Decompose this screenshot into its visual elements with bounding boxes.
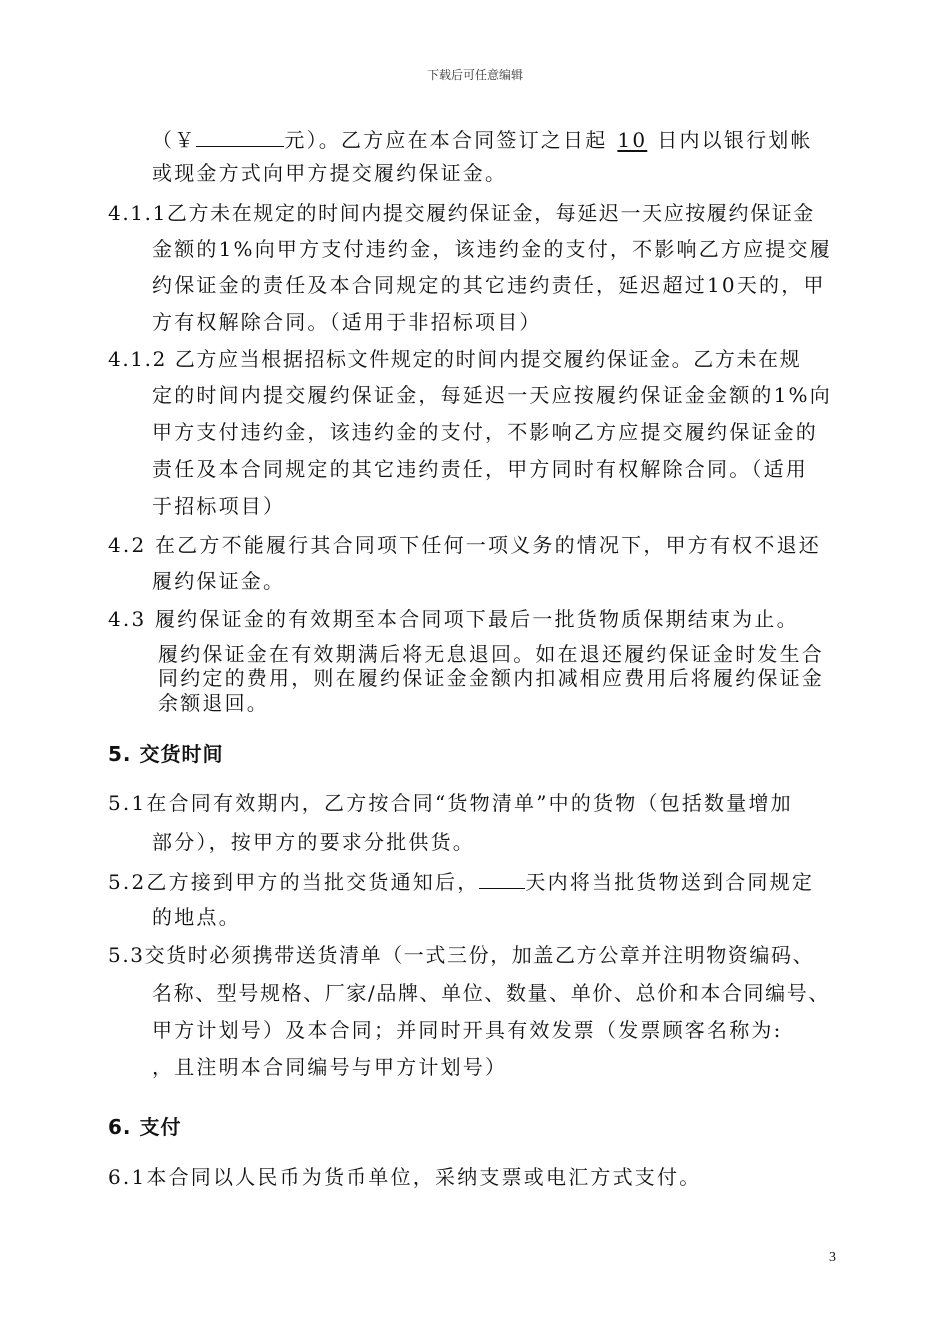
- clause-5-3-line-2: 名称、型号规格、厂家/品牌、单位、数量、单价、总价和本合同编号、: [152, 981, 830, 1005]
- clause-4-3-line-1: 4.3 履约保证金的有效期至本合同项下最后一批货物质保期结束为止。: [108, 607, 799, 631]
- notice-text: 5.2乙方接到甲方的当批交货通知后，: [108, 870, 480, 894]
- clause-4-1-1-line-2: 金额的1%向甲方支付违约金，该违约金的支付，不影响乙方应提交履: [152, 237, 832, 261]
- days-blank: [479, 870, 525, 889]
- clause-4-3-line-2: 履约保证金在有效期满后将无息退回。如在退还履约保证金时发生合: [158, 642, 824, 666]
- clause-5-3-line-4: ，且注明本合同编号与甲方计划号）: [152, 1055, 508, 1079]
- clause-4-1-2-line-4: 责任及本合同规定的其它违约责任，甲方同时有权解除合同。（适用: [152, 457, 808, 481]
- clause-4-3-line-3: 同约定的费用，则在履约保证金金额内扣减相应费用后将履约保证金: [158, 666, 824, 690]
- clause-4-3-line-4: 余额退回。: [158, 691, 269, 715]
- clause-5-3-line-1: 5.3交货时必须携带送货清单（一式三份，加盖乙方公章并注明物资编码、: [108, 943, 815, 967]
- currency-prefix: （￥: [152, 128, 197, 152]
- amount-blank: [196, 128, 284, 147]
- clause-4-line-2: 或现金方式向甲方提交履约保证金。: [152, 161, 508, 185]
- page-header: 下载后可任意编辑: [426, 68, 523, 82]
- deadline-days: 10: [617, 128, 648, 152]
- deadline-text: 元）。乙方应在本合同签订之日起: [284, 128, 608, 152]
- clause-5-1-line-1: 5.1在合同有效期内，乙方按合同“货物清单”中的货物（包括数量增加: [108, 791, 793, 815]
- clause-4-1-1-line-3: 约保证金的责任及本合同规定的其它违约责任，延迟超过10天的，甲: [152, 273, 826, 297]
- clause-4-1-2-line-2: 定的时间内提交履约保证金，每延迟一天应按履约保证金金额的1%向: [152, 383, 832, 407]
- delivery-text: 天内将当批货物送到合同规定: [525, 870, 815, 894]
- section-6-heading: 6. 支付: [108, 1115, 182, 1139]
- deadline-text-tail: 日内以银行划帐: [657, 128, 813, 152]
- clause-4-1-2-line-1: 4.1.2 乙方应当根据招标文件规定的时间内提交履约保证金。乙方未在规: [108, 347, 802, 371]
- page-number: 3: [829, 1250, 836, 1265]
- clause-5-3-line-3: 甲方计划号）及本合同；并同时开具有效发票（发票顾客名称为:: [152, 1018, 783, 1042]
- section-5-heading: 5. 交货时间: [108, 742, 224, 766]
- clause-5-2-line-2: 的地点。: [152, 905, 241, 929]
- clause-4-2-line-2: 履约保证金。: [152, 569, 286, 593]
- clause-5-2-line-1: [108, 870, 814, 892]
- clause-4-1-1-line-1: 4.1.1乙方未在规定的时间内提交履约保证金，每延迟一天应按履约保证金: [108, 201, 815, 225]
- clause-4-line-1: [152, 128, 813, 150]
- clause-4-1-2-line-3: 甲方支付违约金，该违约金的支付，不影响乙方应提交履约保证金的: [152, 420, 818, 444]
- clause-5-1-line-2: 部分），按甲方的要求分批供货。: [152, 830, 475, 854]
- clause-4-1-2-line-5: 于招标项目）: [152, 494, 286, 518]
- clause-6-1-line-1: 6.1本合同以人民币为货币单位，采纳支票或电汇方式支付。: [108, 1165, 702, 1189]
- clause-4-1-1-line-4: 方有权解除合同。（适用于非招标项目）: [152, 310, 542, 334]
- clause-4-2-line-1: 4.2 在乙方不能履行其合同项下任何一项义务的情况下，甲方有权不退还: [108, 533, 821, 557]
